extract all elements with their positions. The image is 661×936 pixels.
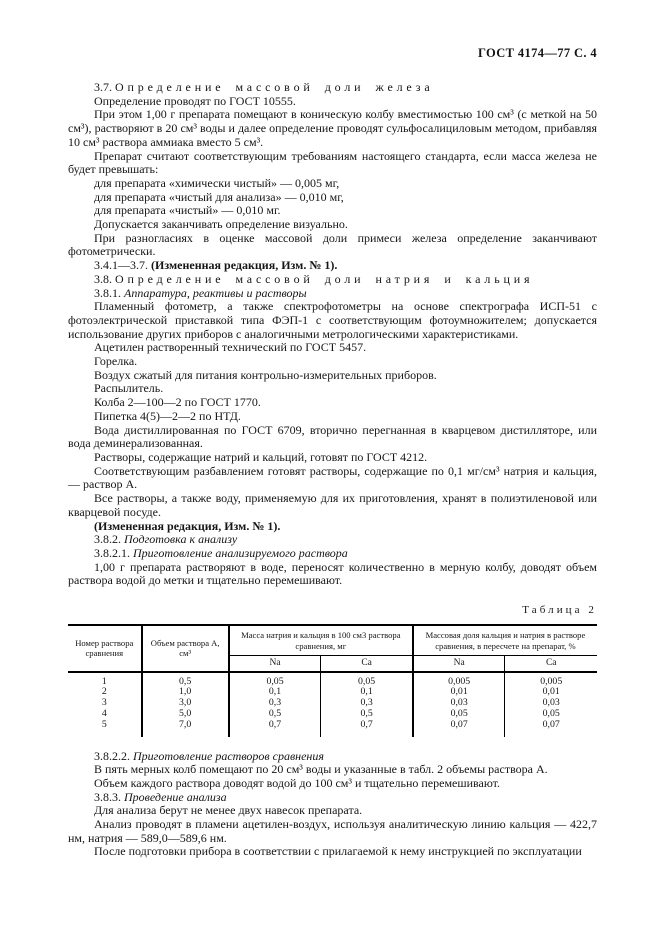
cell: 0,03 xyxy=(542,697,560,709)
cell: 0,1 xyxy=(321,687,413,698)
paragraph-gorelka: Горелка. xyxy=(94,354,138,369)
section-3-8-heading xyxy=(68,273,597,287)
cell: 0,01 xyxy=(542,686,560,698)
table-2-header xyxy=(68,625,597,672)
table-row xyxy=(68,709,597,720)
cell: 0,05 xyxy=(321,672,413,688)
cell: 3 xyxy=(68,698,142,709)
group-header-mass-fraction: Массовая доля кальция и натрия в растворе сравнения, в пересчете на препарат, % xyxy=(413,625,597,656)
running-header: ГОСТ 4174—77 С. 4 xyxy=(477,46,597,60)
cell: 5 xyxy=(68,720,142,737)
paragraph-dopuskaetsya: Допускается заканчивать определение визуально. xyxy=(94,217,348,232)
cell: 0,05 xyxy=(229,672,321,688)
subcolumn-header-ca: Ca xyxy=(321,656,413,672)
cell: 0,1 xyxy=(229,687,321,698)
paragraph-rastvory: Растворы, содержащие натрий и кальций, готовят по ГОСТ 4212. xyxy=(94,449,428,464)
amendment-note-2: (Измененная редакция, Изм. № 1). xyxy=(94,518,281,533)
table-row xyxy=(68,687,597,698)
subsection-title: Приготовление анализируемого раствора xyxy=(133,545,348,560)
column-header-solution-number: Номер раствора сравнения xyxy=(68,625,142,672)
subsection-number: 3.8.3. xyxy=(94,789,121,804)
paragraph-pyat-kolb: В пять мерных колб помещают по 20 см³ воды и указанные в табл. 2 объемы раствора А. xyxy=(94,762,548,777)
subsection-title: Подготовка к анализу xyxy=(124,532,238,547)
cell: 0,07 xyxy=(413,720,505,737)
paragraph-analiz: Анализ проводят в пламени ацетилен-воздух, используя аналитическую линию кальция — 422,7 нм, натрия — 589,0—589,6 нм. xyxy=(68,817,597,845)
cell: 0,5 xyxy=(229,709,321,720)
cell: 0,5 xyxy=(142,672,229,688)
subsection-3-8-3-heading xyxy=(68,791,597,805)
subcolumn-header-na: Na xyxy=(229,656,321,672)
subsection-number: 3.8.1. xyxy=(94,285,121,300)
subsection-number: 3.8.2.1. xyxy=(94,545,130,560)
spec-list-item: для препарата «чистый» — 0,010 мг. xyxy=(94,203,281,218)
table-2-body xyxy=(68,672,597,737)
paragraph-obem: Объем каждого раствора доводят водой до 100 см³ и тщательно перемешивают. xyxy=(94,775,501,790)
cell: 0,7 xyxy=(229,720,321,737)
section-3-7-heading xyxy=(68,81,597,95)
table-caption: Таблица 2 xyxy=(522,604,597,617)
amendment-note-1 xyxy=(68,259,597,273)
section-number: 3.8. xyxy=(94,271,112,286)
paragraph-vse-rastvory: Все растворы, а также воду, применяемую для их приготовления, хранят в полиэтиленовой или кварцевой посуде. xyxy=(68,491,597,519)
cell: 0,3 xyxy=(229,698,321,709)
paragraph-posle: После подготовки прибора в соответствии с прилагаемой к нему инструкцией по эксплуатации xyxy=(94,844,582,859)
cell: 0,7 xyxy=(321,720,413,737)
cell: 0,5 xyxy=(321,709,413,720)
section-number: 3.7. xyxy=(94,80,112,94)
cell: 4 xyxy=(68,709,142,720)
paragraph-flame-photometer: Пламенный фотометр, а также спектрофотометры на основе спектрографа ИСП-51 с фотоэлектрической приставкой типа ФЭП-1 с соответствующим фотоумножителем; допускается использование других приборов с аналогичными метрологическими характеристиками. xyxy=(68,299,597,341)
cell: 0,005 xyxy=(413,672,505,688)
section-title: Определение массовой доли железа xyxy=(115,80,434,94)
paragraph-vozduh: Воздух сжатый для питания контрольно-измерительных приборов. xyxy=(94,367,437,382)
cell: 0,3 xyxy=(321,698,413,709)
cell: 3,0 xyxy=(142,698,229,709)
paragraph-voda: Вода дистиллированная по ГОСТ 6709, вторично перегнанная в кварцевом дистилляторе, или вода деминерализованная. xyxy=(68,422,597,451)
table-2 xyxy=(68,624,597,736)
spec-list-item: для препарата «химически чистый» — 0,005 мг, xyxy=(94,175,340,190)
paragraph-raznoglasiya: При разногласиях в оценке массовой доли примеси железа определение заканчивают фотометрически. xyxy=(68,230,597,259)
paragraph-acetylene: Ацетилен растворенный технический по ГОСТ 5457. xyxy=(94,340,367,355)
amendment-range: 3.4.1—3.7. xyxy=(94,258,148,273)
table-row xyxy=(68,698,597,709)
paragraph-100g: 1,00 г препарата растворяют в воде, переносят количественно в мерную колбу, доводят объем раствора водой до метки и тщательно перемешивают. xyxy=(68,559,597,588)
subsection-3-8-2-2-heading xyxy=(68,750,597,764)
paragraph-raspylitel: Распылитель. xyxy=(94,381,164,396)
table-row xyxy=(68,672,597,688)
subcolumn-header-ca: Ca xyxy=(505,656,597,672)
cell: 0,07 xyxy=(542,718,560,730)
cell: 0,03 xyxy=(413,698,505,709)
subsection-3-8-1-heading xyxy=(68,287,597,301)
amendment-text: (Измененная редакция, Изм. № 1). xyxy=(151,258,338,273)
cell: 5,0 xyxy=(142,709,229,720)
paragraph-pipetka: Пипетка 4(5)—2—2 по НТД. xyxy=(94,408,241,423)
subsection-number: 3.8.2. xyxy=(94,532,121,547)
subsection-3-8-2-heading xyxy=(68,533,597,547)
cell: 0,005 xyxy=(540,675,563,687)
subcolumn-header-na: Na xyxy=(413,656,505,672)
cell: 0,05 xyxy=(413,709,505,720)
table-row xyxy=(68,720,597,737)
subsection-title: Аппаратура, реактивы и растворы xyxy=(124,285,307,300)
paragraph-kolba: Колба 2—100—2 по ГОСТ 1770. xyxy=(94,395,261,410)
cell: 0,05 xyxy=(542,707,560,719)
paragraph-pri-etom: При этом 1,00 г препарата помещают в коническую колбу вместимостью 100 см³ (с меткой на 50 см³), растворяют в 20 см³ воды и далее определение проводят сульфосалициловым методом, прибавляя 10 см³ раствора аммиака вместо 5 см³. xyxy=(68,107,597,149)
subsection-3-8-2-1-heading xyxy=(68,547,597,561)
paragraph-sootvetstvuyushchim: Соответствующим разбавлением готовят растворы, содержащие по 0,1 мг/см³ натрия и кальция, — раствор А. xyxy=(68,463,597,492)
section-title: Определение массовой доли натрия и кальция xyxy=(115,271,534,286)
paragraph-dlya-analiza: Для анализа берут не менее двух навесок препарата. xyxy=(94,803,363,818)
spec-list-item: для препарата «чистый для анализа» — 0,010 мг, xyxy=(94,189,344,204)
cell: 0,01 xyxy=(413,687,505,698)
subsection-number: 3.8.2.2. xyxy=(94,748,130,763)
paragraph-gost10555: Определение проводят по ГОСТ 10555. xyxy=(94,93,296,108)
column-header-volume: Объем раствора А, см³ xyxy=(142,625,229,672)
group-header-mass: Масса натрия и кальция в 100 см3 раствора сравнения, мг xyxy=(229,625,413,656)
paragraph-preparat: Препарат считают соответствующим требованиям настоящего стандарта, если масса железа не будет превышать: xyxy=(68,148,597,177)
cell: 2 xyxy=(68,687,142,698)
subsection-title: Проведение анализа xyxy=(124,789,227,804)
cell: 7,0 xyxy=(142,720,229,737)
subsection-title: Приготовление растворов сравнения xyxy=(133,748,324,763)
cell: 1 xyxy=(68,672,142,688)
cell: 1,0 xyxy=(142,687,229,698)
